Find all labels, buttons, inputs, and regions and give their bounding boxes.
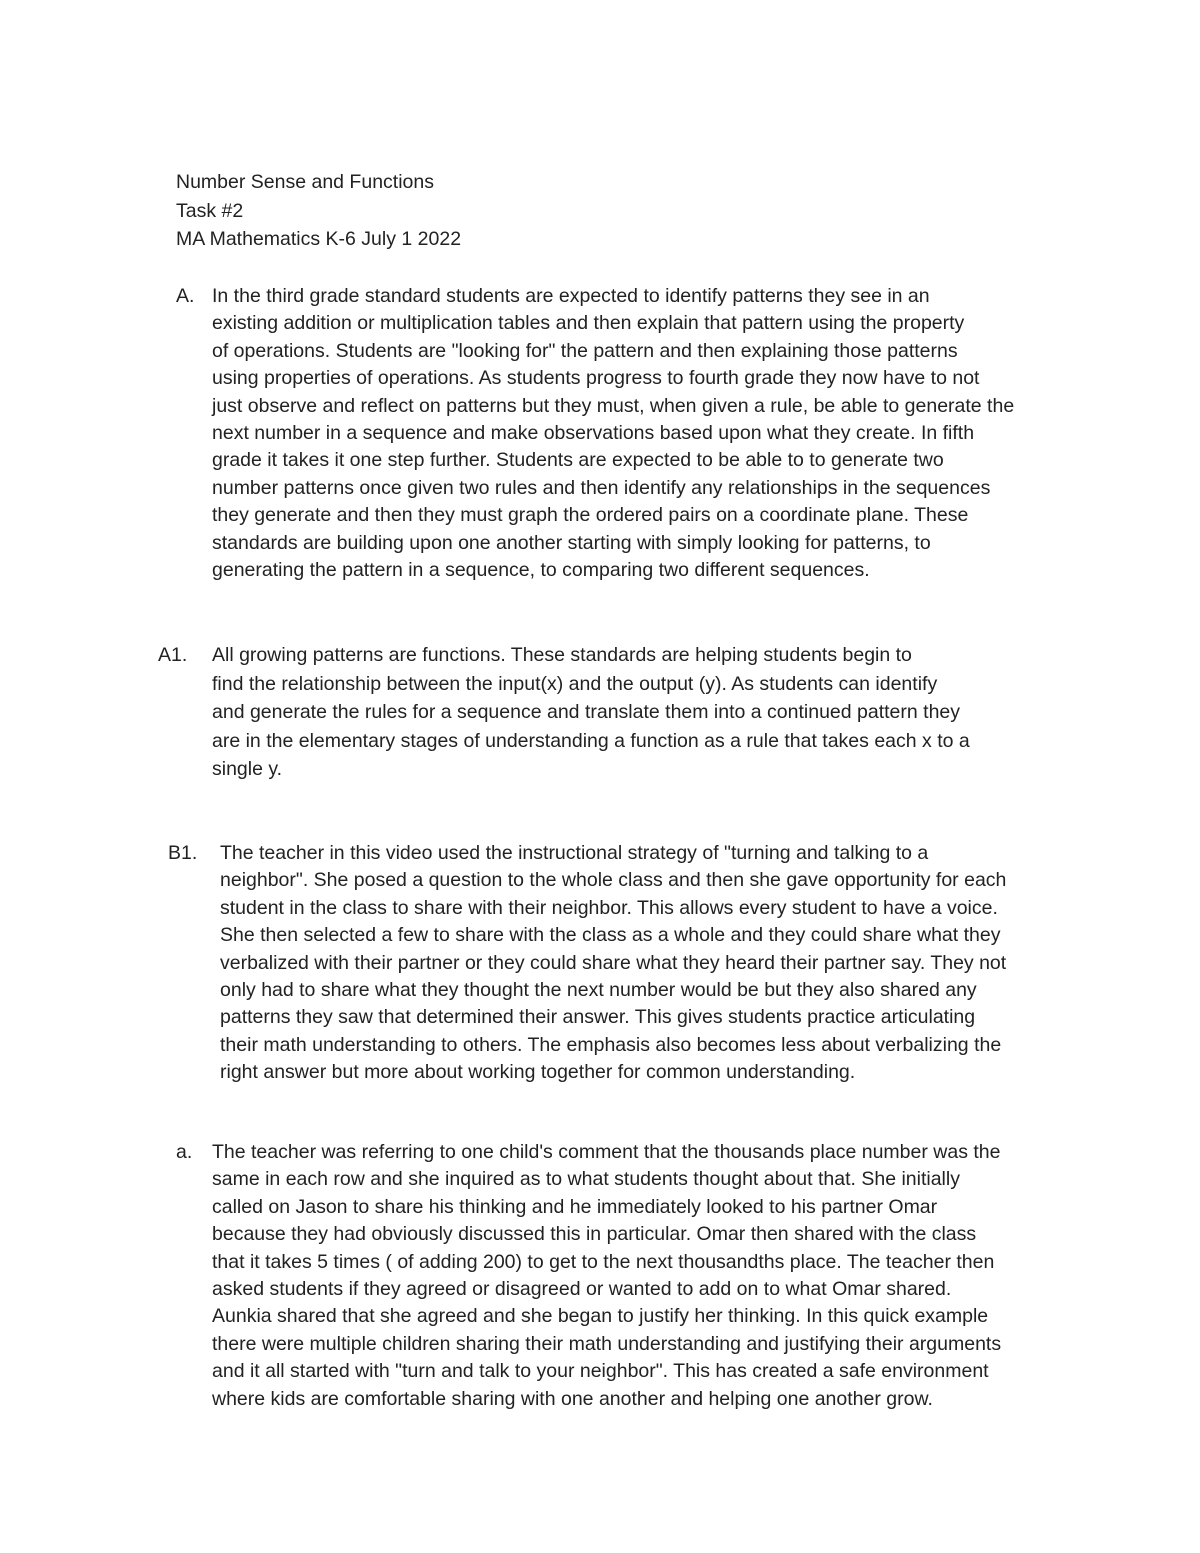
text-line: called on Jason to share his thinking and he immediately looked to his partner Omar (212, 1195, 938, 1218)
text-line: their math understanding to others. The emphasis also becomes less about verbalizing the (220, 1033, 1002, 1056)
list-marker: A1. (158, 644, 188, 666)
text-line: student in the class to share with their neighbor. This allows every student to have a voice. (220, 896, 998, 919)
text-line: and it all started with "turn and talk to your neighbor". This has created a safe environment (212, 1360, 989, 1383)
text-line: Aunkia shared that she agreed and she began to justify her thinking. In this quick example (212, 1305, 989, 1328)
list-marker: a. (176, 1141, 193, 1163)
text-line: just observe and reflect on patterns but they must, when given a rule, be able to generate the (212, 394, 1015, 417)
text-line: same in each row and she inquired as to what students thought about that. She initially (212, 1168, 960, 1191)
text-line: find the relationship between the input(x) and the output (y). As students can identify (212, 672, 938, 695)
document-header (176, 168, 461, 254)
list-marker: B1. (168, 842, 198, 864)
list-item-a (176, 283, 1092, 584)
list-item-b1 (168, 840, 1100, 1087)
text-line: verbalized with their partner or they could share what they heard their partner say. They not (220, 951, 1007, 974)
paragraph-a (212, 283, 1092, 584)
task-number: Task #2 (176, 199, 244, 222)
text-line: are in the elementary stages of understanding a function as a rule that takes each x to a (212, 729, 970, 752)
text-line: right answer but more about working together for common understanding. (220, 1061, 856, 1084)
text-line: The teacher was referring to one child's comment that the thousands place number was the (212, 1141, 1001, 1163)
text-line: single y. (212, 758, 283, 781)
text-line: and generate the rules for a sequence and translate them into a continued pattern they (212, 701, 961, 724)
list-item-sub-a (176, 1139, 1092, 1413)
list-marker: A. (176, 285, 195, 307)
text-line: The teacher in this video used the instructional strategy of "turning and talking to a (220, 842, 929, 864)
text-line: where kids are comfortable sharing with one another and helping one another grow. (212, 1387, 933, 1410)
text-line: next number in a sequence and make observations based upon what they create. In fifth (212, 422, 975, 445)
text-line: neighbor". She posed a question to the whole class and then she gave opportunity for each (220, 869, 1007, 892)
text-line: using properties of operations. As students progress to fourth grade they now have to not (212, 367, 980, 390)
text-line: generating the pattern in a sequence, to comparing two different sequences. (212, 559, 870, 582)
text-line: asked students if they agreed or disagreed or wanted to add on to what Omar shared. (212, 1278, 952, 1301)
text-line: of operations. Students are "looking for" the pattern and then explaining those patterns (212, 339, 958, 362)
text-line: She then selected a few to share with the class as a whole and they could share what they (220, 924, 1001, 947)
text-line: only had to share what they thought the next number would be but they also shared any (220, 979, 977, 1002)
list-item-a1 (158, 641, 1092, 784)
text-line: grade it takes it one step further. Students are expected to be able to to generate two (212, 449, 944, 472)
paragraph-a1 (212, 641, 1092, 784)
text-line: number patterns once given two rules and then identify any relationships in the sequences (212, 476, 991, 499)
text-line: In the third grade standard students are expected to identify patterns they see in an (212, 285, 930, 307)
text-line: because they had obviously discussed this in particular. Omar then shared with the class (212, 1223, 977, 1246)
course-line: MA Mathematics K-6 July 1 2022 (176, 228, 462, 250)
text-line: existing addition or multiplication tables and then explain that pattern using the property (212, 312, 965, 335)
paragraph-b1 (220, 840, 1100, 1087)
text-line: standards are building upon one another starting with simply looking for patterns, to (212, 531, 931, 554)
text-line: they generate and then they must graph the ordered pairs on a coordinate plane. These (212, 504, 969, 527)
paragraph-sub-a (212, 1139, 1092, 1413)
text-line: All growing patterns are functions. These standards are helping students begin to (212, 644, 912, 666)
text-line: patterns they saw that determined their answer. This gives students practice articulating (220, 1006, 976, 1029)
text-line: there were multiple children sharing their math understanding and justifying their arguments (212, 1332, 1002, 1355)
document-title: Number Sense and Functions (176, 171, 434, 193)
text-line: that it takes 5 times ( of adding 200) to get to the next thousandths place. The teacher then (212, 1250, 995, 1273)
